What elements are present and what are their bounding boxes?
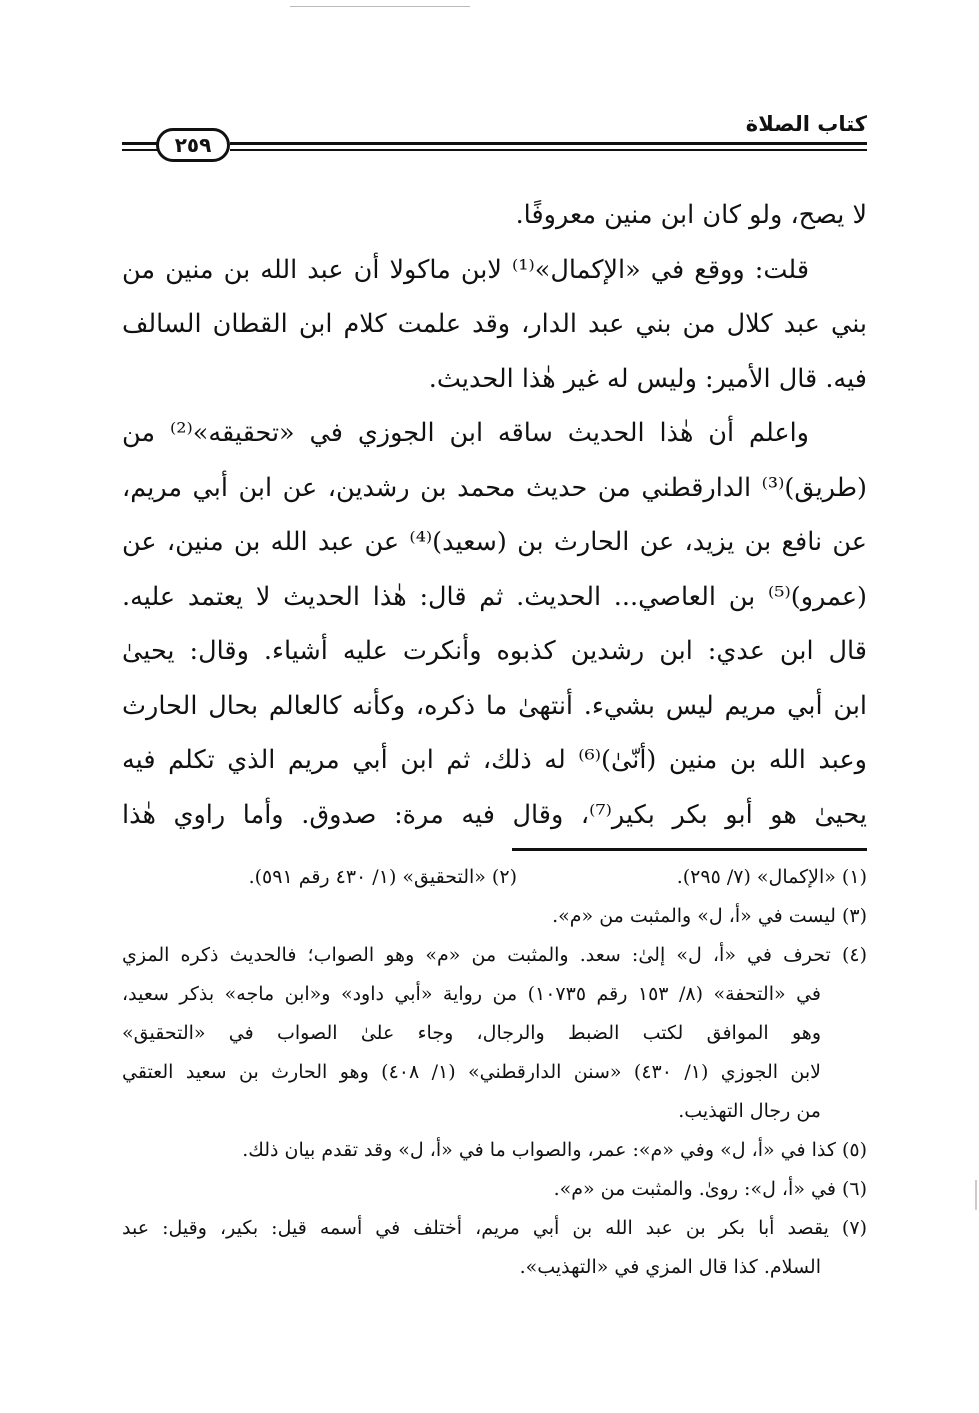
header-rule <box>230 142 867 145</box>
footnote-row <box>122 858 867 897</box>
footnote-4: (٤) تحرف في «أ، ل» إلىٰ: سعد. والمثبت من «م» وهو الصواب؛ فالحديث ذكره المزي <box>122 944 867 966</box>
scan-edge-line <box>290 6 470 7</box>
page-number: ٢٥٩ <box>156 128 230 162</box>
header-rule <box>230 149 867 151</box>
body-line: يحيىٰ هو أبو بكر بكير⁽⁷⁾، وقال فيه مرة: صدوق. وأما راوي هٰذا <box>122 799 867 830</box>
body-line: قلت: ووقع في «الإكمال»⁽¹⁾ لابن ماكولا أن عبد الله بن منين من <box>122 254 810 285</box>
footnote-separator <box>512 848 867 851</box>
footnote-2: (٢) «التحقيق» (١/ ٤٣٠ رقم ٥٩١). <box>248 866 517 888</box>
body-line: ابن أبي مريم ليس بشيء. أنتهىٰ ما ذكره، وكأنه كالعالم بحال الحارث <box>122 690 867 721</box>
footnote-6: (٦) في «أ، ل»: روىٰ. والمثبت من «م». <box>553 1178 867 1200</box>
footnote-4-cont: وهو الموافق لكتب الضبط والرجال، وجاء علىٰ الصواب في «التحقيق» <box>122 1022 821 1044</box>
header-rule <box>122 142 158 145</box>
page-header <box>122 112 867 162</box>
header-rule <box>122 149 158 151</box>
footnote-7: (٧) يقصد أبا بكر بن عبد الله بن أبي مريم، أختلف في أسمه قيل: بكير، وقيل: عبد <box>122 1217 867 1239</box>
body-line: (طريق)⁽³⁾ الدارقطني من حديث محمد بن رشدين، عن ابن أبي مريم، <box>122 472 867 503</box>
footnotes <box>122 858 867 1287</box>
scan-edge-mark <box>975 1180 977 1210</box>
footnote-7-cont: السلام. كذا قال المزي في «التهذيب». <box>519 1256 821 1278</box>
footnote-4-cont: لابن الجوزي (١/ ٤٣٠) «سنن الدارقطني» (١/ ٤٠٨) وهو الحارث بن سعيد العتقي <box>122 1061 821 1083</box>
body-line: لا يصح، ولو كان ابن منين معروفًا. <box>515 200 867 230</box>
body-line: عن نافع بن يزيد، عن الحارث بن (سعيد)⁽⁴⁾ عن عبد الله بن منين، عن <box>122 527 867 557</box>
footnote-4-cont: من رجال التهذيب. <box>678 1100 821 1122</box>
footnote-5: (٥) كذا في «أ، ل» وفي «م»: عمر، والصواب ما في «أ، ل» وقد تقدم بيان ذلك. <box>242 1139 867 1161</box>
running-title: كتاب الصلاة <box>745 112 867 136</box>
footnote-1: (١) «الإكمال» (٧/ ٢٩٥). <box>676 866 867 888</box>
body-line: (عمرو)⁽⁵⁾ بن العاصي... الحديث. ثم قال: هٰذا الحديث لا يعتمد عليه. <box>122 581 867 612</box>
body-line: فيه. قال الأمير: وليس له غير هٰذا الحديث. <box>428 363 867 394</box>
footnote-3: (٣) ليست في «أ، ل» والمثبت من «م». <box>552 905 867 927</box>
body-line: وعبد الله بن منين (أنّىٰ)⁽⁶⁾ له ذلك، ثم ابن أبي مريم الذي تكلم فيه <box>122 745 867 775</box>
main-text <box>122 188 867 842</box>
body-line: قال ابن عدي: ابن رشدين كذبوه وأنكرت عليه أشياء. وقال: يحيىٰ <box>122 636 867 666</box>
footnote-4-cont: في «التحفة» (٨/ ١٥٣ رقم ١٠٧٣٥) من رواية «أبي داود» و«ابن ماجه» بذكر سعيد، <box>122 983 821 1005</box>
body-line: واعلم أن هٰذا الحديث ساقه ابن الجوزي في «تحقيقه»⁽²⁾ من <box>122 418 809 448</box>
body-line: بني عبد كلال من بني عبد الدار، وقد علمت كلام ابن القطان السالف <box>122 309 867 339</box>
